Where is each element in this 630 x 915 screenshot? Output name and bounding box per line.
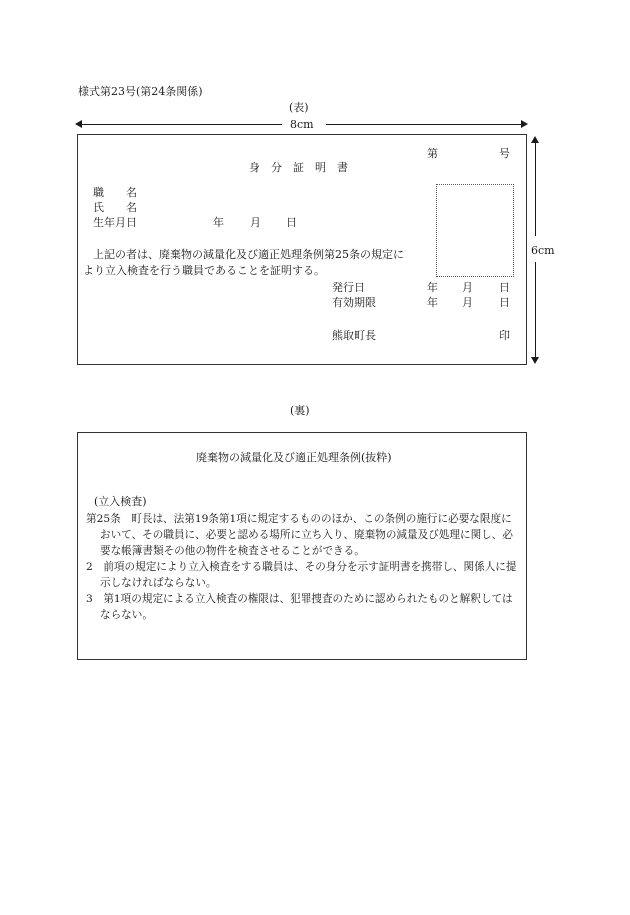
- card-title: 身 分 証 明 書: [249, 161, 348, 174]
- form-number-label: 様式第23号(第24条関係): [78, 85, 203, 98]
- valid-month: 月: [462, 296, 473, 309]
- valid-until-label: 有効期限: [332, 296, 376, 309]
- ordinance-title: 廃棄物の減量化及び適正処理条例(抜粋): [196, 451, 392, 464]
- dimension-line: [326, 124, 522, 125]
- arrow-right-icon: [521, 120, 528, 128]
- dimension-line: [80, 124, 282, 125]
- birthdate-day: 日: [286, 216, 297, 229]
- occupation-label: 職 名: [93, 186, 137, 199]
- issue-year: 年: [427, 281, 438, 294]
- clause-25: 第25条 町長は、法第19条第1項に規定するもののほか、この条例の施行に必要な限度において、その職員に、必要と認める場所に立ち入り、廃棄物の減量及び処理に関し、必要な帳簿書類その他の物件を検査させることができる。: [86, 513, 513, 557]
- birthdate-month: 月: [250, 216, 261, 229]
- issue-day: 日: [499, 281, 510, 294]
- birthdate-year: 年: [213, 216, 224, 229]
- photo-area: [436, 184, 514, 277]
- width-label: 8cm: [290, 118, 314, 131]
- clause-2: 2 前項の規定により立入検査をする職員は、その身分を示す証明書を携帯し、関係人に提示しなければならない。: [86, 561, 517, 589]
- issue-month: 月: [462, 281, 473, 294]
- id-card-back: [77, 432, 527, 660]
- arrow-down-icon: [531, 357, 539, 364]
- height-label: 6cm: [531, 244, 555, 257]
- valid-day: 日: [499, 296, 510, 309]
- statement-line-2: より立入検査を行う職員であることを証明する。: [83, 264, 325, 277]
- section-heading: (立入検査): [94, 495, 147, 508]
- name-label: 氏 名: [93, 201, 137, 214]
- number-suffix: 号: [499, 147, 510, 160]
- number-prefix: 第: [427, 147, 438, 160]
- back-caption: (裏): [290, 404, 310, 417]
- valid-year: 年: [427, 296, 438, 309]
- clause-3: 3 第1項の規定による立入検査の権限は、犯罪捜査のために認められたものと解釈してはならない。: [86, 593, 513, 621]
- statement-line-1: 上記の者は、廃棄物の減量化及び適正処理条例第25条の規定に: [93, 248, 404, 261]
- birthdate-label: 生年月日: [93, 216, 137, 229]
- front-caption: (表): [289, 101, 309, 114]
- issue-date-label: 発行日: [332, 281, 365, 294]
- dimension-line: [535, 262, 536, 358]
- seal-mark: 印: [499, 329, 510, 342]
- id-card-front: [77, 134, 527, 365]
- issuer-label: 熊取町長: [332, 329, 376, 342]
- dimension-line: [535, 142, 536, 236]
- ordinance-text: [86, 511, 522, 623]
